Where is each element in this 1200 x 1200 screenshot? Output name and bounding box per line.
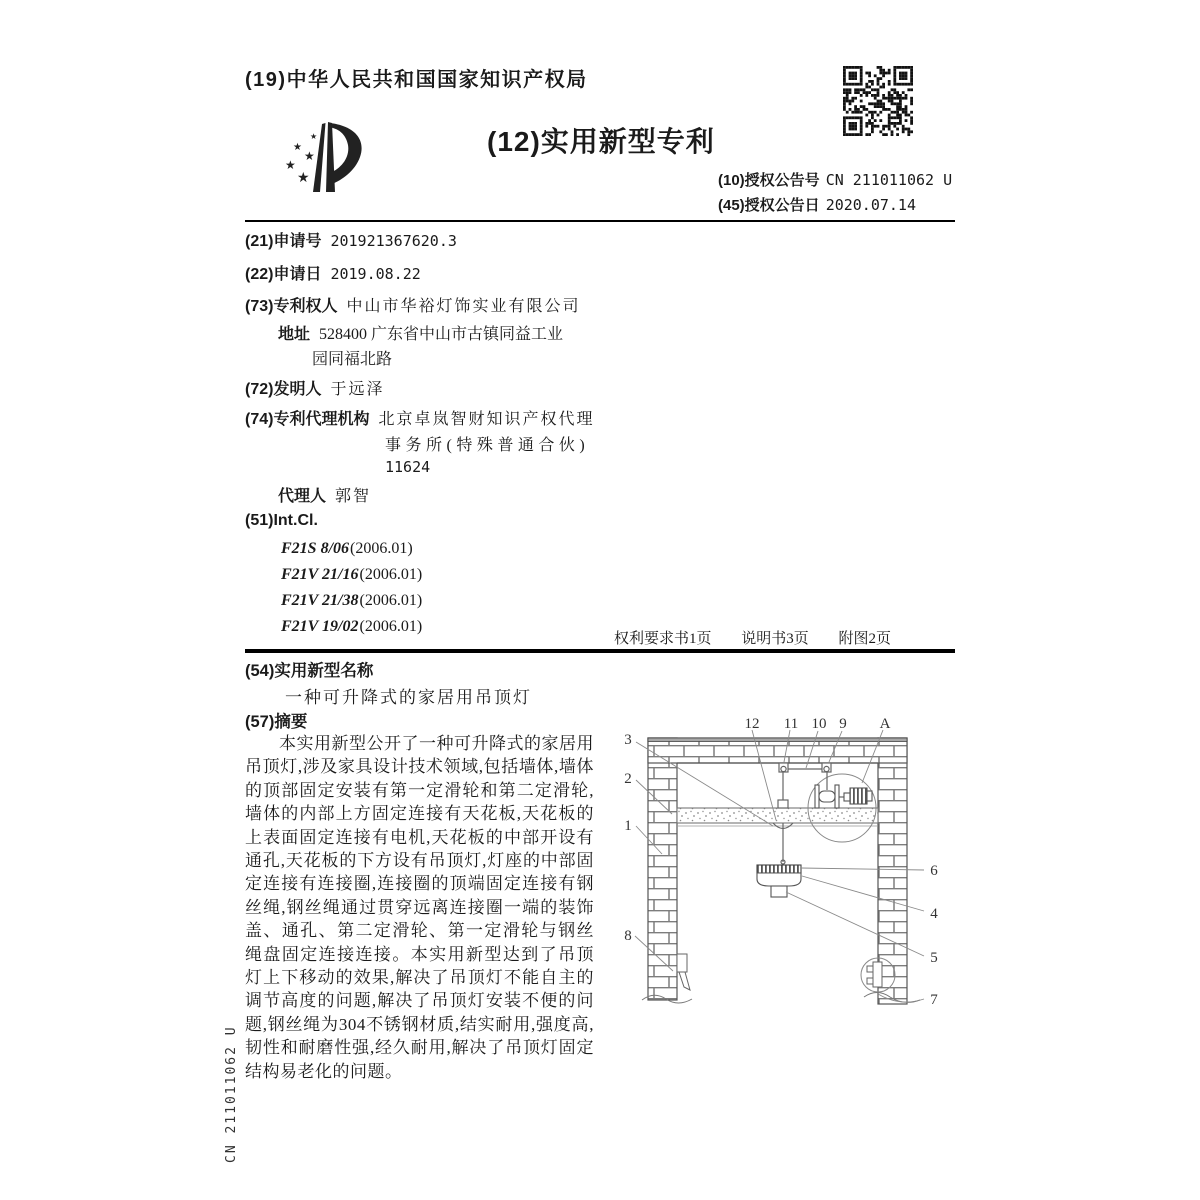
svg-text:★: ★ (293, 142, 302, 153)
application-date-row (245, 261, 421, 284)
intcl-row (245, 512, 318, 530)
abstract-section-label: (57)摘要 (245, 713, 308, 731)
ref-label: 3 (624, 732, 632, 748)
agency-row (245, 406, 594, 429)
ref-label: 1 (624, 818, 632, 834)
ipc-version: (2006.01) (359, 592, 423, 609)
intcl-label: (51)Int.Cl. (245, 512, 318, 529)
inventor-row (245, 376, 384, 399)
agency-row2 (385, 432, 589, 455)
ref-label: 4 (930, 906, 938, 922)
claims-pages: 权利要求书1页 (613, 631, 712, 647)
document-type-title: (12)实用新型专利 (487, 126, 715, 157)
svg-text:★: ★ (285, 158, 296, 172)
ceiling-board (677, 808, 878, 826)
ref-label: 7 (930, 992, 938, 1008)
qr-code (843, 66, 913, 136)
agent-label: 代理人 (278, 488, 327, 505)
ipc-version: (2006.01) (350, 540, 413, 557)
classification-row (281, 540, 413, 558)
address-row (278, 321, 563, 344)
classification-row (281, 566, 422, 584)
ceiling-lamp (757, 865, 801, 897)
svg-text:★: ★ (304, 149, 315, 163)
ref-label: 11 (783, 716, 799, 732)
agency-name-line2: 事务所(特殊普通合伙) (385, 437, 590, 454)
figure-1 (600, 690, 970, 1060)
patentee-name: 中山市华裕灯饰实业有限公司 (346, 298, 581, 315)
agency-label: (74)专利代理机构 (245, 411, 370, 428)
agency-name-line1: 北京卓岚智财知识产权代理 (378, 411, 595, 428)
drawings-pages: 附图2页 (838, 631, 891, 647)
ref-label: 10 (811, 716, 827, 732)
ipc-code: F21V 21/38 (281, 592, 359, 609)
ipc-version: (2006.01) (359, 566, 423, 583)
patent-office-name: (19)中华人民共和国国家知识产权局 (245, 69, 588, 91)
application-number: 201921367620.3 (330, 232, 457, 250)
application-date: 2019.08.22 (330, 265, 421, 283)
address-line2: 园同福北路 (312, 351, 393, 368)
description-pages: 说明书3页 (741, 631, 809, 647)
publication-number: CN 211011062 U (825, 171, 953, 189)
invention-title: 一种可升降式的家居用吊顶灯 (285, 688, 532, 707)
inventor-name: 于远泽 (330, 381, 385, 398)
ipc-code: F21V 19/02 (281, 618, 359, 635)
address-row2 (312, 346, 392, 369)
title-section-label: (54)实用新型名称 (245, 662, 374, 680)
ref-label: 9 (839, 716, 847, 732)
header-divider (245, 220, 955, 222)
ref-label: A (879, 716, 891, 732)
ref-label: 5 (930, 950, 938, 966)
ref-label: 8 (624, 928, 632, 944)
agent-row (278, 483, 371, 506)
qr-code-image (843, 66, 913, 136)
winch-motor-assembly (815, 785, 872, 808)
cnipa-logo (276, 110, 376, 216)
inventor-label: (72)发明人 (245, 381, 322, 398)
section-divider (245, 649, 955, 653)
agency-code-row (385, 458, 430, 477)
application-date-label: (22)申请日 (245, 266, 322, 283)
address-line1: 528400 广东省中山市古镇同益工业 (319, 326, 564, 343)
classification-row (281, 592, 422, 610)
ref-label: 6 (930, 863, 938, 879)
application-number-label: (21)申请号 (245, 233, 322, 250)
patent-drawing (600, 690, 970, 1060)
publication-number-label: (10)授权公告号 (718, 172, 820, 189)
patentee-row (245, 293, 580, 316)
page-counts (245, 627, 891, 648)
ref-label: 12 (744, 716, 760, 732)
publication-date: 2020.07.14 (825, 196, 916, 214)
application-number-row (245, 228, 457, 251)
address-label: 地址 (278, 326, 311, 343)
publication-date-label: (45)授权公告日 (718, 197, 820, 214)
agent-name: 郭智 (335, 488, 372, 505)
publication-date-line (718, 194, 916, 215)
ipc-code: F21S 8/06 (281, 540, 350, 557)
abstract-text: 本实用新型公开了一种可升降式的家居用吊顶灯,涉及家具设计技术领域,包括墙体,墙体的顶部固定安装有第一定滑轮和第二定滑轮,墙体的内部上方固定连接有天花板,天花板的上表面固定连接有电机,天花板的中部开设有通孔,天花板的下方设有吊顶灯,灯座的中部固定连接有连接圈,连接圈的顶端固定连接有钢丝绳,钢丝绳通过贯穿远离连接圈一端的装饰盖、通孔、第二定滑轮、第一定滑轮与钢丝绳盘固定连接连接。本实用新型达到了吊顶灯上下移动的效果,解决了吊顶灯不能自主的调节高度的问题,解决了吊顶灯安装不便的问题,钢丝绳为304不锈钢材质,结实耐用,强度高,韧性和耐磨性强,经久耐用,解决了吊顶灯固定结构易老化的问题。 (245, 734, 594, 1081)
svg-text:★: ★ (297, 171, 310, 186)
side-document-code: CN 211011062 U (224, 1025, 239, 1163)
ipc-code: F21V 21/16 (281, 566, 359, 583)
wall-bracket-left (677, 954, 690, 990)
agency-code: 11624 (385, 458, 431, 476)
publication-number-line (718, 169, 952, 190)
ipc-version: (2006.01) (359, 618, 423, 635)
patentee-label: (73)专利权人 (245, 298, 338, 315)
ref-label: 2 (624, 771, 632, 787)
svg-text:★: ★ (310, 132, 318, 141)
